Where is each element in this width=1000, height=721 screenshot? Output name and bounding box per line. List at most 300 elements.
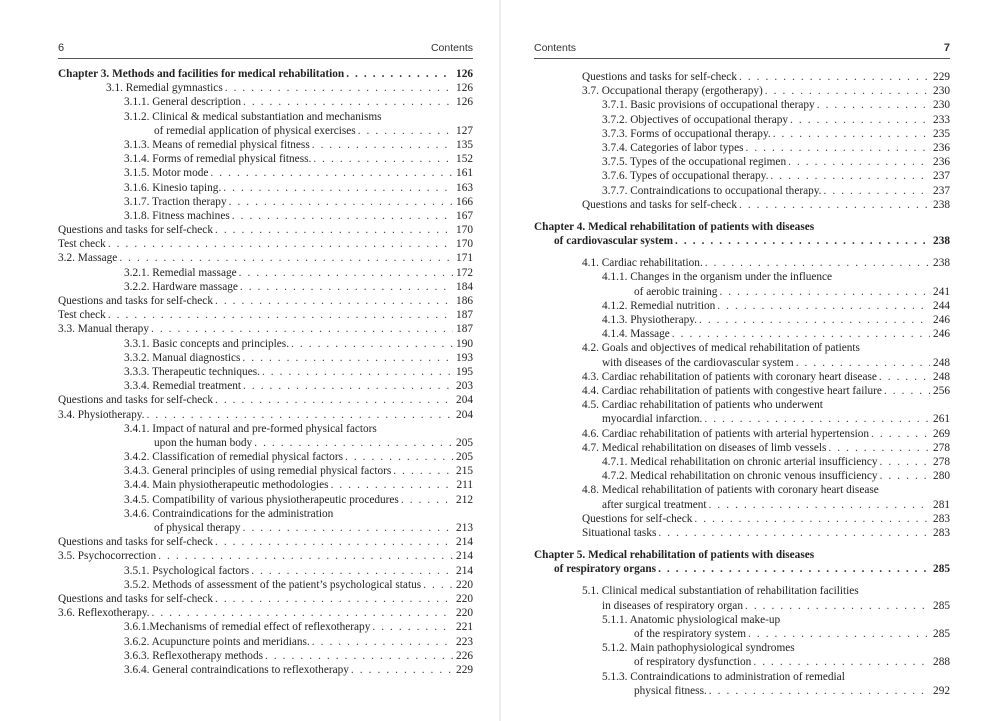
toc-entry[interactable] bbox=[58, 195, 473, 209]
toc-entry[interactable] bbox=[58, 223, 473, 237]
toc-entry-title: of cardiovascular system bbox=[554, 235, 674, 248]
toc-entry[interactable] bbox=[534, 441, 950, 455]
toc-entry-title-line: 5.1.1. Anatomic physiological make-up bbox=[602, 613, 781, 626]
toc-entry[interactable] bbox=[534, 670, 950, 698]
toc-entry-title: 4.1. Cardiac rehabilitation. bbox=[582, 257, 703, 270]
toc-entry[interactable] bbox=[534, 299, 950, 313]
toc-entry-page: 135 bbox=[456, 138, 473, 151]
toc-entry[interactable] bbox=[58, 322, 473, 336]
toc-entry[interactable] bbox=[534, 427, 950, 441]
toc-entry-page: 261 bbox=[933, 413, 950, 426]
dot-leader bbox=[346, 67, 453, 81]
dot-leader bbox=[225, 81, 453, 95]
dot-leader bbox=[215, 592, 453, 606]
toc-entry-title: Questions and tasks for self-check bbox=[58, 394, 213, 407]
toc-entry-page: 171 bbox=[456, 252, 473, 265]
left-header-rule bbox=[58, 58, 473, 59]
toc-entry-title: 3.7.3. Forms of occupational therapy. bbox=[602, 127, 771, 140]
dot-leader bbox=[770, 169, 930, 183]
toc-entry-title: 3.1.5. Motor mode bbox=[124, 167, 209, 180]
dot-leader bbox=[748, 627, 930, 641]
toc-entry-title: Test check bbox=[58, 238, 106, 251]
toc-entry-title: 4.1.3. Physiotherapy. bbox=[602, 314, 697, 327]
toc-entry-page: 280 bbox=[933, 470, 950, 483]
toc-entry-title: myocardial infarction. bbox=[602, 413, 703, 426]
dot-leader bbox=[880, 469, 930, 483]
dot-leader bbox=[694, 512, 930, 526]
toc-entry[interactable] bbox=[534, 398, 950, 426]
toc-entry-page: 220 bbox=[456, 607, 473, 620]
toc-entry[interactable] bbox=[58, 280, 473, 294]
toc-entry-page: 204 bbox=[456, 394, 473, 407]
dot-leader bbox=[796, 356, 930, 370]
toc-entry-title: Questions for self-check bbox=[582, 512, 693, 525]
dot-leader bbox=[790, 113, 930, 127]
toc-entry[interactable] bbox=[534, 256, 950, 270]
toc-entry[interactable] bbox=[58, 464, 473, 478]
toc-entry[interactable] bbox=[534, 384, 950, 398]
toc-entry-page: 229 bbox=[933, 71, 950, 83]
toc-entry-page: 195 bbox=[456, 365, 473, 378]
right-page bbox=[501, 0, 1000, 721]
toc-entry[interactable] bbox=[58, 663, 473, 677]
toc-entry[interactable] bbox=[58, 393, 473, 407]
toc-entry-page: 281 bbox=[933, 498, 950, 511]
dot-leader bbox=[215, 223, 453, 237]
toc-entry-title: 3.4.5. Compatibility of various physiotherapeutic procedures bbox=[124, 493, 399, 506]
toc-entry-page: 221 bbox=[456, 621, 473, 634]
toc-entry-page: 292 bbox=[933, 684, 950, 697]
toc-entry[interactable] bbox=[58, 337, 473, 351]
toc-entry[interactable] bbox=[58, 209, 473, 223]
toc-entry-page: 205 bbox=[456, 436, 473, 449]
dot-leader bbox=[699, 313, 930, 327]
toc-entry[interactable] bbox=[58, 450, 473, 464]
dot-leader bbox=[331, 478, 453, 492]
toc-entry[interactable] bbox=[534, 483, 950, 511]
dot-leader bbox=[108, 237, 453, 251]
left-toc bbox=[58, 67, 473, 677]
toc-entry-title: of respiratory dysfunction bbox=[634, 656, 752, 669]
toc-entry-page: 285 bbox=[933, 628, 950, 641]
toc-entry[interactable] bbox=[58, 408, 473, 422]
toc-entry-page: 235 bbox=[933, 127, 950, 140]
dot-leader bbox=[243, 379, 453, 393]
toc-entry[interactable] bbox=[58, 422, 473, 450]
toc-entry-page: 126 bbox=[456, 82, 473, 95]
toc-entry-page: 172 bbox=[456, 266, 473, 279]
toc-entry[interactable] bbox=[58, 181, 473, 195]
toc-entry-page: 278 bbox=[933, 455, 950, 468]
toc-entry-page: 214 bbox=[456, 564, 473, 577]
toc-entry-page: 241 bbox=[933, 285, 950, 298]
toc-entry-title: 3.7.6. Types of occupational therapy. bbox=[602, 170, 769, 183]
toc-entry-title: 3.5.2. Methods of assessment of the patient’s psychological status bbox=[124, 578, 422, 591]
toc-entry-title-line: 4.8. Medical rehabilitation of patients with coronary heart disease bbox=[582, 484, 879, 497]
toc-entry-title: 3.7.2. Objectives of occupational therapy bbox=[602, 113, 789, 126]
toc-entry[interactable] bbox=[534, 641, 950, 669]
toc-entry-title: Questions and tasks for self-check bbox=[582, 71, 737, 83]
dot-leader bbox=[719, 285, 930, 299]
toc-entry[interactable] bbox=[534, 526, 950, 540]
toc-entry-page: 278 bbox=[933, 441, 950, 454]
toc-entry[interactable] bbox=[534, 584, 950, 612]
dot-leader bbox=[232, 209, 453, 223]
toc-entry[interactable] bbox=[58, 266, 473, 280]
toc-entry-title: after surgical treatment bbox=[602, 498, 707, 511]
toc-entry-title: 3.7.1. Basic provisions of occupational therapy bbox=[602, 99, 815, 112]
toc-entry-title-line: 4.1.1. Changes in the organism under the influence bbox=[602, 271, 833, 284]
toc-entry-title: 3.3.3. Therapeutic techniques. bbox=[124, 365, 260, 378]
toc-entry-title-line: Chapter 5. Medical rehabilitation of patients with diseases bbox=[534, 549, 815, 562]
toc-entry[interactable] bbox=[58, 535, 473, 549]
toc-entry[interactable] bbox=[58, 507, 473, 535]
dot-leader bbox=[119, 251, 453, 265]
toc-entry-page: 230 bbox=[933, 99, 950, 112]
toc-entry[interactable] bbox=[58, 67, 473, 81]
toc-entry-page: 237 bbox=[933, 170, 950, 183]
toc-entry-page: 269 bbox=[933, 427, 950, 440]
dot-leader bbox=[788, 155, 930, 169]
toc-entry-title: of the respiratory system bbox=[634, 628, 746, 641]
toc-entry[interactable] bbox=[534, 512, 950, 526]
toc-entry[interactable] bbox=[534, 127, 950, 141]
dot-leader bbox=[824, 184, 930, 198]
toc-entry-title: 3.4.2. Classification of remedial physical factors bbox=[124, 451, 343, 464]
toc-entry[interactable] bbox=[534, 141, 950, 155]
toc-entry[interactable] bbox=[534, 84, 950, 98]
right-running-header bbox=[534, 42, 950, 56]
toc-entry-title: 3.4.4. Main physiotherapeutic methodologies bbox=[124, 479, 329, 492]
left-running-head: Contents bbox=[430, 42, 473, 54]
dot-leader bbox=[393, 464, 453, 478]
toc-entry-title: 3.3.1. Basic concepts and principles. bbox=[124, 337, 290, 350]
right-page-number: 7 bbox=[943, 42, 950, 54]
toc-entry-page: 186 bbox=[456, 295, 473, 308]
toc-entry-title: of respiratory organs bbox=[554, 563, 657, 576]
toc-entry-title: 3.2.2. Hardware massage bbox=[124, 280, 238, 293]
dot-leader bbox=[251, 564, 453, 578]
toc-entry[interactable] bbox=[534, 184, 950, 198]
dot-leader bbox=[745, 599, 930, 613]
dot-leader bbox=[215, 393, 453, 407]
toc-entry-page: 230 bbox=[933, 85, 950, 98]
toc-entry-title: Questions and tasks for self-check bbox=[58, 295, 213, 308]
left-page bbox=[0, 0, 499, 721]
toc-entry-page: 237 bbox=[933, 184, 950, 197]
toc-entry-title: 3.7.5. Types of the occupational regimen bbox=[602, 156, 787, 169]
toc-entry-title-line: 5.1.2. Main pathophysiological syndromes bbox=[602, 642, 795, 655]
toc-entry-page: 238 bbox=[933, 235, 950, 248]
toc-entry-title: 3.3. Manual therapy bbox=[58, 323, 149, 336]
dot-leader bbox=[709, 498, 930, 512]
toc-entry-page: 214 bbox=[456, 536, 473, 549]
toc-entry[interactable] bbox=[58, 294, 473, 308]
dot-leader bbox=[239, 266, 453, 280]
toc-entry-title: 3.2. Massage bbox=[58, 252, 118, 265]
toc-entry-page: 238 bbox=[933, 257, 950, 270]
toc-entry-title: 3.5. Psychocorrection bbox=[58, 550, 157, 563]
left-running-header bbox=[58, 42, 473, 56]
toc-entry[interactable] bbox=[534, 198, 950, 212]
toc-entry-page: 229 bbox=[456, 663, 473, 676]
toc-entry-title: upon the human body bbox=[154, 436, 253, 449]
toc-entry[interactable] bbox=[58, 237, 473, 251]
toc-entry-title: Situational tasks bbox=[582, 526, 657, 539]
toc-entry-title: 4.6. Cardiac rehabilitation of patients with arterial hypertension bbox=[582, 427, 870, 440]
toc-entry-page: 248 bbox=[933, 370, 950, 383]
toc-entry-page: 193 bbox=[456, 351, 473, 364]
toc-entry-page: 226 bbox=[456, 649, 473, 662]
toc-entry[interactable] bbox=[58, 592, 473, 606]
toc-entry-title: 3.1.3. Means of remedial physical fitness bbox=[124, 138, 310, 151]
toc-entry-page: 126 bbox=[456, 68, 473, 80]
toc-entry-page: 170 bbox=[456, 224, 473, 237]
toc-entry-page: 283 bbox=[933, 512, 950, 525]
toc-entry-page: 236 bbox=[933, 141, 950, 154]
dot-leader bbox=[739, 70, 930, 84]
dot-leader bbox=[828, 441, 930, 455]
toc-entry-page: 248 bbox=[933, 356, 950, 369]
toc-entry[interactable] bbox=[534, 370, 950, 384]
toc-entry-title-line: Chapter 4. Medical rehabilitation of patients with diseases bbox=[534, 220, 815, 233]
dot-leader bbox=[215, 535, 453, 549]
toc-entry[interactable] bbox=[58, 578, 473, 592]
dot-leader bbox=[151, 322, 453, 336]
toc-entry[interactable] bbox=[534, 98, 950, 112]
toc-entry-page: 203 bbox=[456, 380, 473, 393]
toc-entry-title: 4.7.1. Medical rehabilitation on chronic arterial insufficiency bbox=[602, 455, 878, 468]
toc-entry-title-line: 5.1. Clinical medical substantiation of rehabilitation facilities bbox=[582, 585, 859, 598]
dot-leader bbox=[254, 436, 453, 450]
toc-entry-page: 184 bbox=[456, 280, 473, 293]
toc-entry-title: 4.1.2. Remedial nutrition bbox=[602, 299, 716, 312]
dot-leader bbox=[345, 450, 453, 464]
toc-entry-title: 3.6.2. Acupuncture points and meridians. bbox=[124, 635, 310, 648]
dot-leader bbox=[672, 327, 930, 341]
dot-leader bbox=[223, 181, 453, 195]
dot-leader bbox=[313, 152, 453, 166]
dot-leader bbox=[372, 620, 453, 634]
dot-leader bbox=[158, 549, 453, 563]
toc-entry-title: 3.3.2. Manual diagnostics bbox=[124, 351, 241, 364]
right-running-head: Contents bbox=[534, 42, 577, 54]
toc-entry-page: 161 bbox=[456, 167, 473, 180]
toc-entry-page: 223 bbox=[456, 635, 473, 648]
dot-leader bbox=[658, 562, 930, 576]
toc-entry-page: 190 bbox=[456, 337, 473, 350]
toc-entry[interactable] bbox=[58, 493, 473, 507]
toc-entry-page: 187 bbox=[456, 323, 473, 336]
dot-leader bbox=[108, 308, 453, 322]
toc-entry-title: of physical therapy bbox=[154, 522, 241, 535]
dot-leader bbox=[717, 299, 930, 313]
toc-entry[interactable] bbox=[58, 81, 473, 95]
toc-entry-title: 3.6.3. Reflexotherapy methods bbox=[124, 649, 263, 662]
dot-leader bbox=[704, 412, 930, 426]
dot-leader bbox=[147, 408, 454, 422]
toc-entry-title: 4.4. Cardiac rehabilitation of patients with congestive heart failure bbox=[582, 384, 882, 397]
toc-entry-page: 236 bbox=[933, 156, 950, 169]
toc-entry[interactable] bbox=[58, 251, 473, 265]
toc-entry-title: 4.7. Medical rehabilitation on diseases of limb vessels bbox=[582, 441, 827, 454]
toc-entry[interactable] bbox=[58, 478, 473, 492]
toc-entry[interactable] bbox=[58, 95, 473, 109]
toc-entry-page: 215 bbox=[456, 465, 473, 478]
toc-entry[interactable] bbox=[534, 548, 950, 576]
dot-leader bbox=[351, 663, 453, 677]
dot-leader bbox=[871, 427, 930, 441]
dot-leader bbox=[229, 195, 453, 209]
dot-leader bbox=[210, 166, 453, 180]
toc-entry[interactable] bbox=[58, 620, 473, 634]
toc-entry-title: Questions and tasks for self-check bbox=[58, 592, 213, 605]
toc-entry[interactable] bbox=[58, 564, 473, 578]
toc-entry-title-line: 4.5. Cardiac rehabilitation of patients who underwent bbox=[582, 399, 823, 412]
toc-entry-title-line: 3.1.2. Clinical & medical substantiation and mechanisms bbox=[124, 110, 382, 123]
toc-entry[interactable] bbox=[534, 313, 950, 327]
toc-entry-title: Questions and tasks for self-check bbox=[582, 198, 737, 211]
toc-entry[interactable] bbox=[58, 138, 473, 152]
toc-entry-page: 152 bbox=[456, 153, 473, 166]
toc-entry-page: 285 bbox=[933, 599, 950, 612]
dot-leader bbox=[658, 526, 930, 540]
toc-entry-page: 213 bbox=[456, 522, 473, 535]
dot-leader bbox=[880, 455, 930, 469]
dot-leader bbox=[746, 141, 931, 155]
dot-leader bbox=[879, 370, 930, 384]
toc-entry-title-line: 4.2. Goals and objectives of medical rehabilitation of patients bbox=[582, 342, 860, 355]
toc-entry-page: 238 bbox=[933, 198, 950, 211]
toc-entry-title: 3.1.8. Fitness machines bbox=[124, 209, 230, 222]
toc-entry-page: 204 bbox=[456, 408, 473, 421]
toc-entry-title: 4.1.4. Massage bbox=[602, 328, 670, 341]
toc-entry-page: 214 bbox=[456, 550, 473, 563]
toc-entry[interactable] bbox=[58, 606, 473, 620]
toc-entry[interactable] bbox=[534, 270, 950, 298]
dot-leader bbox=[243, 521, 453, 535]
dot-leader bbox=[773, 127, 930, 141]
toc-entry-page: 205 bbox=[456, 451, 473, 464]
toc-entry-page: 166 bbox=[456, 195, 473, 208]
toc-entry[interactable] bbox=[58, 365, 473, 379]
toc-entry-page: 288 bbox=[933, 656, 950, 669]
toc-entry-page: 187 bbox=[456, 309, 473, 322]
dot-leader bbox=[243, 95, 453, 109]
toc-entry-title-line: 3.4.1. Impact of natural and pre-formed physical factors bbox=[124, 422, 377, 435]
toc-entry-title-line: 3.4.6. Contraindications for the administration bbox=[124, 507, 334, 520]
dot-leader bbox=[265, 649, 453, 663]
toc-entry[interactable] bbox=[534, 455, 950, 469]
toc-entry[interactable] bbox=[534, 220, 950, 248]
toc-entry-title: 3.1.1. General description bbox=[124, 96, 242, 109]
toc-entry[interactable] bbox=[534, 469, 950, 483]
toc-entry-page: 256 bbox=[933, 384, 950, 397]
dot-leader bbox=[152, 606, 454, 620]
toc-entry-page: 212 bbox=[456, 493, 473, 506]
toc-entry-title: 3.4.3. General principles of using remedial physical factors bbox=[124, 465, 392, 478]
toc-entry[interactable] bbox=[58, 351, 473, 365]
toc-entry[interactable] bbox=[58, 166, 473, 180]
dot-leader bbox=[312, 138, 453, 152]
dot-leader bbox=[291, 337, 453, 351]
toc-entry-page: 246 bbox=[933, 314, 950, 327]
toc-entry[interactable] bbox=[58, 635, 473, 649]
toc-entry-title: 3.7. Occupational therapy (ergotherapy) bbox=[582, 85, 763, 98]
dot-leader bbox=[739, 198, 930, 212]
toc-entry-title: 4.3. Cardiac rehabilitation of patients with coronary heart disease bbox=[582, 370, 877, 383]
toc-entry-page: 285 bbox=[933, 563, 950, 576]
toc-entry[interactable] bbox=[534, 613, 950, 641]
toc-entry[interactable] bbox=[534, 327, 950, 341]
toc-entry-title-line: 5.1.3. Contraindications to administration of remedial bbox=[602, 670, 845, 683]
toc-entry-page: 126 bbox=[456, 96, 473, 109]
toc-entry-title: of remedial application of physical exercises bbox=[154, 124, 356, 137]
toc-entry-title: 3.1. Remedial gymnastics bbox=[106, 82, 223, 95]
toc-entry-title: 3.5.1. Psychological factors bbox=[124, 564, 250, 577]
toc-entry-title: 4.7.2. Medical rehabilitation on chronic venous insufficiency bbox=[602, 470, 878, 483]
dot-leader bbox=[312, 635, 453, 649]
toc-entry-title: in diseases of respiratory organ bbox=[602, 599, 743, 612]
toc-entry-title: with diseases of the cardiovascular system bbox=[602, 356, 794, 369]
dot-leader bbox=[423, 578, 453, 592]
dot-leader bbox=[215, 294, 453, 308]
toc-entry-page: 167 bbox=[456, 209, 473, 222]
dot-leader bbox=[401, 493, 453, 507]
toc-entry-page: 220 bbox=[456, 592, 473, 605]
toc-entry[interactable] bbox=[58, 110, 473, 138]
toc-entry-title: 3.3.4. Remedial treatment bbox=[124, 380, 242, 393]
dot-leader bbox=[817, 98, 930, 112]
toc-entry-page: 211 bbox=[456, 479, 473, 492]
toc-entry-page: 244 bbox=[933, 299, 950, 312]
toc-entry[interactable] bbox=[58, 549, 473, 563]
toc-entry-page: 170 bbox=[456, 238, 473, 251]
toc-entry[interactable] bbox=[534, 70, 950, 84]
dot-leader bbox=[705, 256, 930, 270]
toc-entry-title: Test check bbox=[58, 309, 106, 322]
toc-entry[interactable] bbox=[534, 341, 950, 369]
toc-entry[interactable] bbox=[534, 169, 950, 183]
right-toc bbox=[534, 70, 950, 698]
dot-leader bbox=[753, 655, 930, 669]
toc-entry[interactable] bbox=[58, 379, 473, 393]
right-header-rule bbox=[534, 58, 950, 59]
toc-entry-title: 3.6. Reflexotherapy. bbox=[58, 607, 150, 620]
toc-entry[interactable] bbox=[58, 649, 473, 663]
toc-entry[interactable] bbox=[58, 152, 473, 166]
toc-entry-title: 3.6.1.Mechanisms of remedial effect of reflexotherapy bbox=[124, 621, 371, 634]
dot-leader bbox=[240, 280, 453, 294]
toc-entry-page: 127 bbox=[456, 124, 473, 137]
dot-leader bbox=[765, 84, 930, 98]
dot-leader bbox=[358, 124, 453, 138]
toc-entry-title: 3.4. Physiotherapy. bbox=[58, 408, 145, 421]
toc-entry-title: 3.7.7. Contraindications to occupational therapy. bbox=[602, 184, 822, 197]
toc-entry[interactable] bbox=[534, 155, 950, 169]
toc-entry-page: 220 bbox=[456, 578, 473, 591]
toc-entry-title: 3.2.1. Remedial massage bbox=[124, 266, 237, 279]
toc-entry-title: 3.6.4. General contraindications to reflexotherapy bbox=[124, 663, 349, 676]
toc-entry-title: 3.1.6. Kinesio taping. bbox=[124, 181, 222, 194]
dot-leader bbox=[884, 384, 930, 398]
toc-entry[interactable] bbox=[58, 308, 473, 322]
toc-entry-title: Questions and tasks for self-check bbox=[58, 536, 213, 549]
toc-entry[interactable] bbox=[534, 113, 950, 127]
left-page-number: 6 bbox=[58, 42, 65, 54]
toc-entry-title: of aerobic training bbox=[634, 285, 718, 298]
toc-entry-page: 246 bbox=[933, 328, 950, 341]
